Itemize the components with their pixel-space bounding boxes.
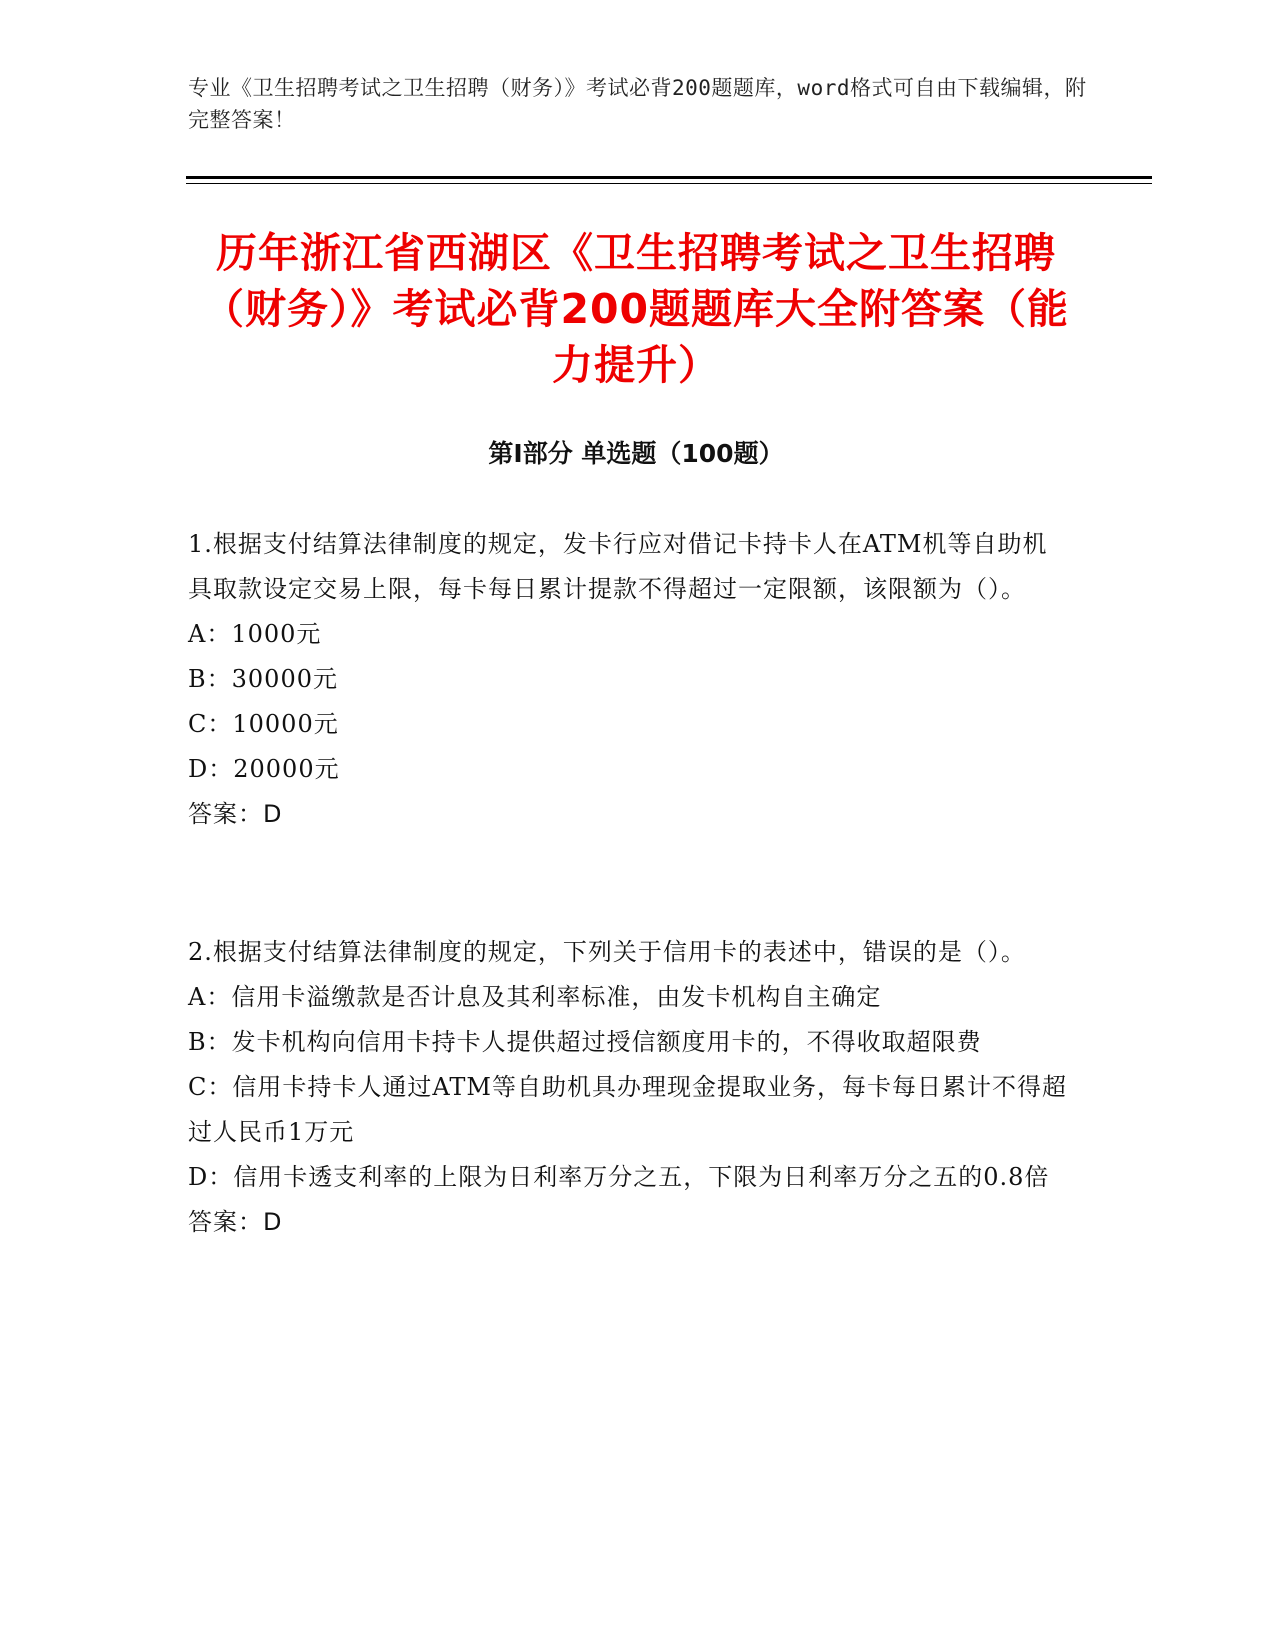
option-d: D：20000元 bbox=[188, 755, 340, 783]
header-divider-thin bbox=[186, 183, 1152, 184]
answer-label: 答案：D bbox=[188, 1208, 283, 1236]
answer-label: 答案：D bbox=[188, 800, 283, 828]
section-heading: 第I部分 单选题（100题） bbox=[488, 439, 784, 468]
question-1 bbox=[188, 522, 1068, 837]
option-b: B：30000元 bbox=[188, 665, 338, 693]
document-title: 历年浙江省西湖区《卫生招聘考试之卫生招聘（财务）》考试必背200题题库大全附答案（能力提升） bbox=[202, 229, 1070, 389]
header-note: 专业《卫生招聘考试之卫生招聘（财务）》考试必背200题题库，word格式可自由下载编辑，附完整答案！ bbox=[188, 76, 1087, 132]
option-c: C：信用卡持卡人通过ATM等自助机具办理现金提取业务，每卡每日累计不得超过人民币1万元 bbox=[188, 1073, 1067, 1146]
question-stem: 2.根据支付结算法律制度的规定，下列关于信用卡的表述中，错误的是（）。 bbox=[188, 938, 1026, 966]
option-a: A：1000元 bbox=[188, 620, 322, 648]
option-c: C：10000元 bbox=[188, 710, 339, 738]
header-divider-thick bbox=[186, 176, 1152, 179]
option-d: D：信用卡透支利率的上限为日利率万分之五，下限为日利率万分之五的0.8倍 bbox=[188, 1163, 1050, 1191]
question-stem: 1.根据支付结算法律制度的规定，发卡行应对借记卡持卡人在ATM机等自助机具取款设定交易上限，每卡每日累计提款不得超过一定限额，该限额为（）。 bbox=[188, 530, 1048, 603]
option-b: B：发卡机构向信用卡持卡人提供超过授信额度用卡的，不得收取超限费 bbox=[188, 1028, 982, 1056]
option-a: A：信用卡溢缴款是否计息及其利率标准，由发卡机构自主确定 bbox=[188, 983, 882, 1011]
question-2 bbox=[188, 930, 1068, 1245]
